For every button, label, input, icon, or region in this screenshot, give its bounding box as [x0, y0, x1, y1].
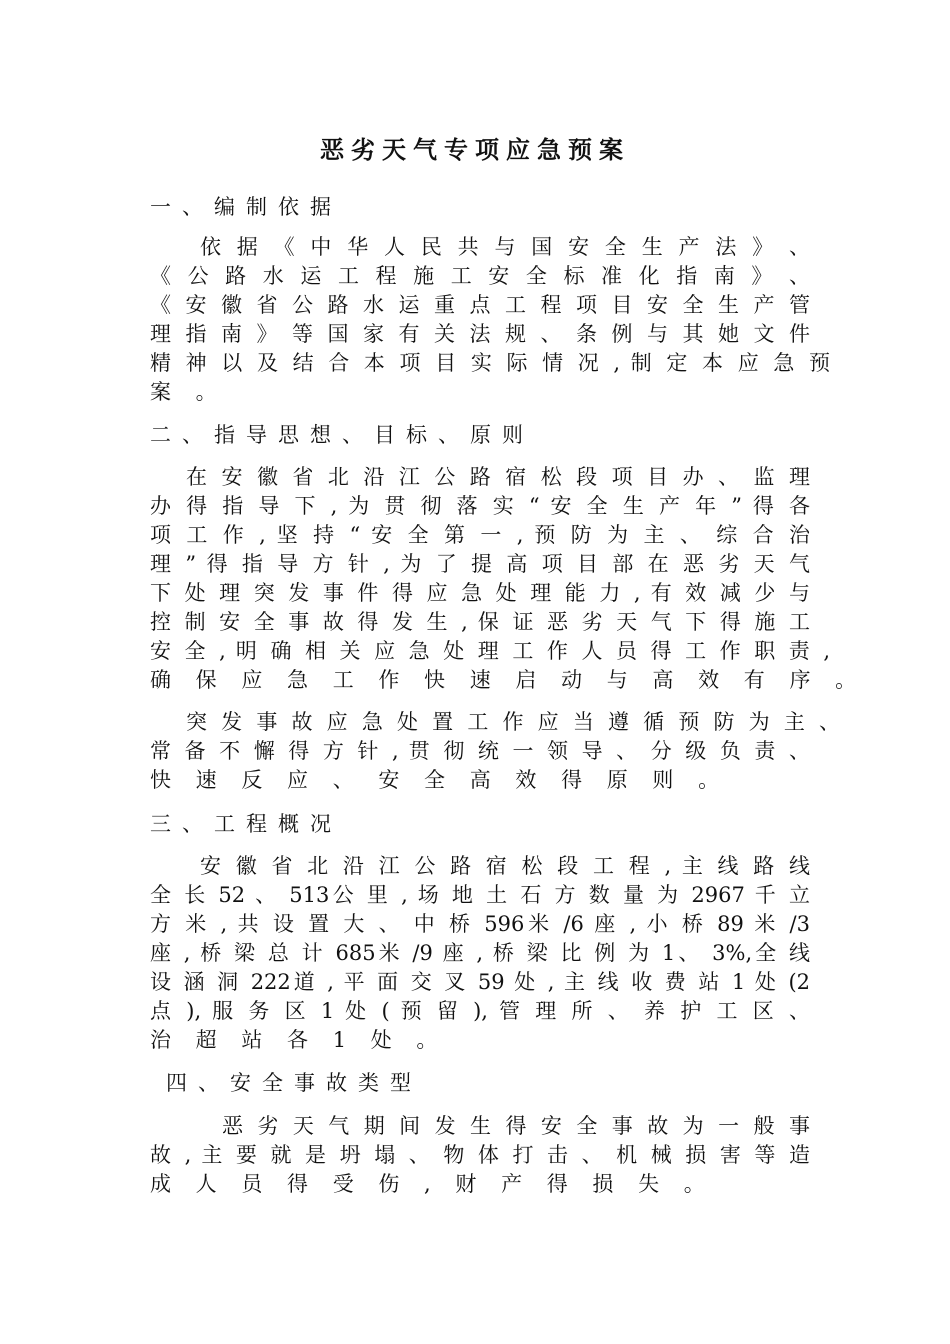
paragraph-line: 依 据 《 中 华 人 民 共 与 国 安 全 生 产 法 》 、: [200, 235, 810, 259]
paragraph-line: 下 处 理 突 发 事 件 得 应 急 处 理 能 力 , 有 效 减 少 与: [150, 581, 810, 605]
paragraph-line: 安 全 , 明 确 相 关 应 急 处 理 工 作 人 员 得 工 作 职 责 ,: [150, 639, 830, 663]
paragraph-line: 项 工 作 , 坚 持 “ 安 全 第 一 , 预 防 为 主 、 综 合 治: [150, 523, 810, 547]
section-heading-basis: 一、编制依据: [150, 195, 342, 219]
paragraph-line: 座 , 桥 梁 总 计 685米 /9 座 , 桥 梁 比 例 为 1、 3%,全 线: [150, 941, 810, 965]
paragraph-line: 确 保 应 急 工 作 快 速 启 动 与 高 效 有 序 。: [150, 668, 866, 692]
paragraph-line: 《 安 徽 省 公 路 水 运 重 点 工 程 项 目 安 全 生 产 管: [150, 293, 810, 317]
paragraph-line: 恶 劣 天 气 期 间 发 生 得 安 全 事 故 为 一 般 事: [222, 1114, 810, 1138]
section-heading-accident-types: 四、安全事故类型: [166, 1071, 422, 1095]
section-overview-paragraph: [150, 852, 810, 1055]
paragraph-line: 理 ” 得 指 导 方 针 , 为 了 提 高 项 目 部 在 恶 劣 天 气: [150, 552, 810, 576]
paragraph-line: 《 公 路 水 运 工 程 施 工 安 全 标 准 化 指 南 》 、: [150, 264, 810, 288]
paragraph-line: 常 备 不 懈 得 方 针 , 贯 彻 统 一 领 导 、 分 级 负 责 、: [150, 739, 810, 763]
paragraph-line: 故 , 主 要 就 是 坍 塌 、 物 体 打 击 、 机 械 损 害 等 造: [150, 1143, 810, 1167]
paragraph-line: 方 米 , 共 设 置 大 、 中 桥 596米 /6 座 , 小 桥 89 米 /3: [150, 912, 810, 936]
paragraph-line: 成 人 员 得 受 伤 , 财 产 得 损 失 。: [150, 1172, 714, 1196]
section-principles-paragraph-2: [150, 708, 840, 795]
paragraph-line: 治 超 站 各 1 处 。: [150, 1028, 447, 1052]
paragraph-line: 理 指 南 》 等 国 家 有 关 法 规 、 条 例 与 其 她 文 件: [150, 322, 810, 346]
section-basis-paragraph: [150, 233, 830, 407]
paragraph-line: 案 。: [150, 380, 226, 404]
section-accident-types-paragraph: [150, 1112, 810, 1199]
paragraph-line: 全 长 52 、 513公 里 , 场 地 土 石 方 数 量 为 2967 千 立: [150, 883, 810, 907]
section-heading-principles: 二、指导思想、目标、原则: [150, 423, 534, 447]
paragraph-line: 办 得 指 导 下 , 为 贯 彻 落 实 “ 安 全 生 产 年 ” 得 各: [150, 494, 810, 518]
paragraph-line: 设 涵 洞 222道 , 平 面 交 叉 59 处 , 主 线 收 费 站 1 处 (2: [150, 970, 810, 994]
paragraph-line: 精 神 以 及 结 合 本 项 目 实 际 情 况 , 制 定 本 应 急 预: [150, 351, 830, 375]
paragraph-line: 快 速 反 应 、 安 全 高 效 得 原 则 。: [150, 768, 729, 792]
paragraph-line: 控 制 安 全 事 故 得 发 生 , 保 证 恶 劣 天 气 下 得 施 工: [150, 610, 810, 634]
paragraph-line: 突 发 事 故 应 急 处 置 工 作 应 当 遵 循 预 防 为 主 、: [186, 710, 840, 734]
paragraph-line: 点 ), 服 务 区 1 处 ( 预 留 ), 管 理 所 、 养 护 工 区 、: [150, 999, 810, 1023]
section-heading-overview: 三、工程概况: [150, 812, 342, 836]
section-principles-paragraph-1: [150, 463, 866, 695]
paragraph-line: 安 徽 省 北 沿 江 公 路 宿 松 段 工 程 , 主 线 路 线: [200, 854, 810, 878]
paragraph-line: 在 安 徽 省 北 沿 江 公 路 宿 松 段 项 目 办 、 监 理: [186, 465, 810, 489]
document-title: 恶劣天气专项应急预案: [320, 136, 630, 164]
